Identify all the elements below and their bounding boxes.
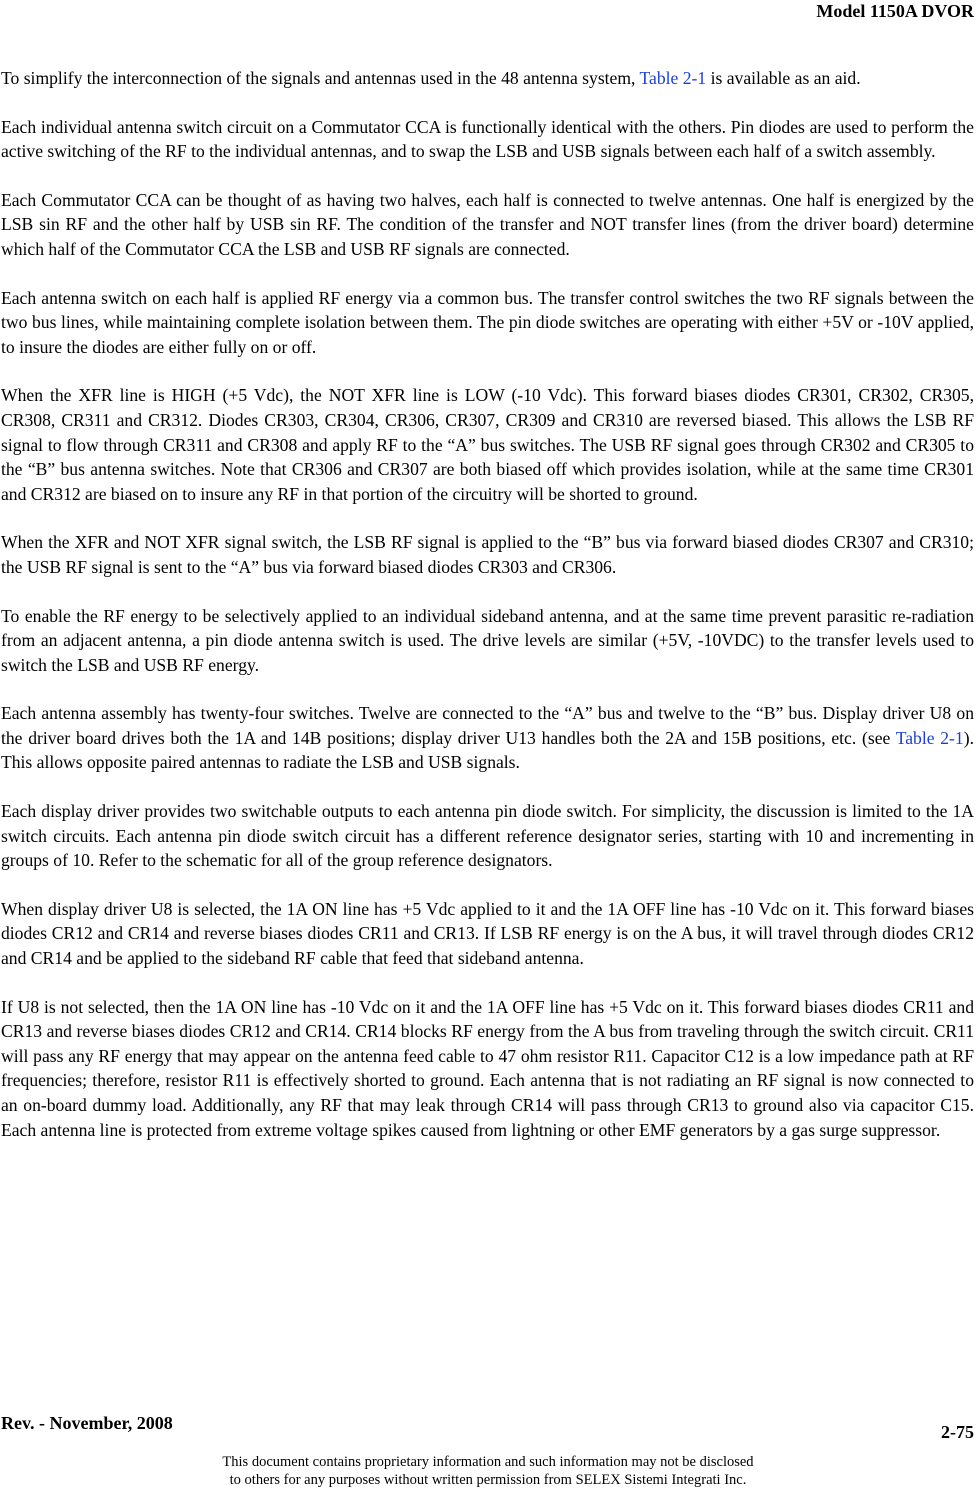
footer-revision: Rev. - November, 2008 [1,1413,173,1433]
paragraph-xfr-switch: When the XFR and NOT XFR signal switch, the LSB RF signal is applied to the “B” bus via forward biased diodes CR307 and CR310; the USB RF signal is sent to the “A” bus via forward biased diodes CR303 and CR306. [1,532,974,577]
paragraph-commutator-halves: Each Commutator CCA can be thought of as having two halves, each half is connected to twelve antennas. One half is energized by the LSB sin RF and the other half by USB sin RF. The condition of the transfer and NOT transfer lines (from the driver board) determine which half of the Commutator CCA the LSB and USB RF signals are connected. [1,189,974,259]
footer-notice-line: to others for any purposes without written permission from SELEX Sistemi Integrati Inc. [229,1472,747,1488]
table-2-1-link[interactable]: Table 2-1 [639,68,707,88]
body-text [1,66,974,1166]
footer-notice-line: This document contains proprietary information and such information may not be disclosed [222,1454,754,1470]
paragraph-u8-selected: When display driver U8 is selected, the 1A ON line has +5 Vdc applied to it and the 1A OFF line has -10 Vdc on it. This forward biases diodes CR12 and CR14 and reverse biases diodes CR11 and CR13. If LSB RF energy is on the A bus, it will travel through diodes CR12 and CR14 and be applied to the sideband RF cable that feed that sideband antenna. [1,898,974,969]
paragraph-u8-not-selected: If U8 is not selected, then the 1A ON line has -10 Vdc on it and the 1A OFF line has +5 Vdc on it. This forward biases diodes CR11 and CR13 and reverse biases diodes CR12 and CR14. CR14 blocks RF energy from the A bus from traveling through the switch circuit. CR11 will pass any RF energy that may appear on the antenna feed cable to 47 ohm resistor R11. Capacitor C12 is a low impedance path at RF frequencies; therefore, resistor R11 is effectively shorted to ground. Each antenna that is not radiating an RF signal is now connected to an on-board dummy load. Additionally, any RF that may leak through CR14 will pass through CR13 to ground also via capacitor C15. Each antenna line is protected from extreme voltage spikes caused from lightning or other EMF generators by a gas surge suppressor. [1,996,974,1140]
paragraph-switch-circuit: Each individual antenna switch circuit on a Commutator CCA is functionally identical with the others. Pin diodes are used to perform the active switching of the RF to the individual antennas, and to swap the LSB and USB signals between each half of a switch assembly. [1,116,974,162]
footer-page-number: 2-75 [941,1422,974,1442]
document-header-title: Model 1150A DVOR [816,1,974,21]
paragraph-antenna-assembly: Each antenna assembly has twenty-four switches. Twelve are connected to the “A” bus and twelve to the “B” bus. Display driver U8 on the driver board drives both the 1A and 14B positions; display driver U13 handles both the 2A and 15B positions, etc. (see Table 2-1). This allows opposite paired antennas to radiate the LSB and USB signals. [1,703,974,773]
paragraph-common-bus: Each antenna switch on each half is applied RF energy via a common bus. The transfer control switches the two RF signals between the two bus lines, while maintaining complete isolation between them. The pin diode switches are operating with either +5V or -10V applied, to insure the diodes are either fully on or off. [1,287,974,357]
footer-proprietary-notice [0,1453,976,1489]
paragraph-xfr-high: When the XFR line is HIGH (+5 Vdc), the NOT XFR line is LOW (-10 Vdc). This forward biases diodes CR301, CR302, CR305, CR308, CR311 and CR312. Diodes CR303, CR304, CR306, CR307, CR309 and CR310 are reversed biased. This allows the LSB RF signal to flow through CR311 and CR308 and apply RF to the “A” bus switches. The USB RF signal goes through CR302 and CR305 to the “B” bus antenna switches. Note that CR306 and CR307 are both biased off which provides isolation, while at the same time CR301 and CR312 are biased on to insure any RF in that portion of the circuitry will be shorted to ground. [1,385,974,504]
paragraph-pin-diode-switch: To enable the RF energy to be selectively applied to an individual sideband antenna, and at the same time prevent parasitic re-radiation from an adjacent antenna, a pin diode antenna switch is used. The drive levels are similar (+5V, -10VDC) to the transfer levels used to switch the LSB and USB RF energy. [1,605,974,675]
table-2-1-link[interactable]: Table 2-1 [895,727,964,748]
paragraph-interconnection-aid: To simplify the interconnection of the signals and antennas used in the 48 antenna system, Table 2-1 is available as an aid. [1,68,861,88]
paragraph-display-driver: Each display driver provides two switchable outputs to each antenna pin diode switch. For simplicity, the discussion is limited to the 1A switch circuits. Each antenna pin diode switch circuit has a different reference designator series, starting with 10 and incrementing in groups of 10. Refer to the schematic for all of the group reference designators. [1,801,974,871]
